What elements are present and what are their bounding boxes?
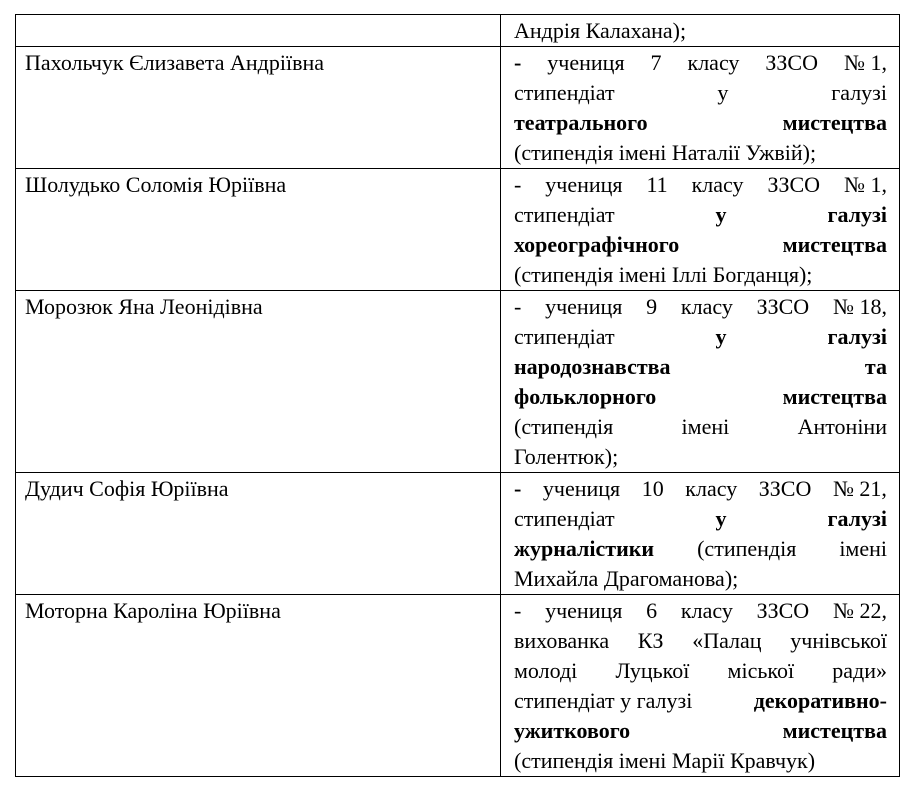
- description-line: [514, 504, 887, 534]
- bold-text-segment: галузі: [827, 506, 887, 531]
- text-segment: № 1,: [844, 172, 887, 197]
- text-segment: 9: [646, 294, 658, 319]
- description-line: [514, 230, 887, 260]
- text-segment: учениця: [545, 172, 623, 197]
- text-segment: стипендіат: [514, 202, 615, 227]
- bold-text-segment: мистецтва: [782, 232, 887, 257]
- text-segment: учениця: [542, 476, 621, 501]
- bold-text-segment: мистецтва: [782, 384, 887, 409]
- text-segment: класу: [691, 172, 744, 197]
- text-segment: ЗЗСО: [756, 598, 810, 623]
- description-line: [514, 200, 887, 230]
- text-segment: класу: [680, 598, 733, 623]
- text-segment: (стипендія: [697, 536, 797, 561]
- text-segment: (стипендія імені Наталії Ужвій);: [514, 140, 817, 165]
- description-line: [514, 656, 887, 686]
- bold-text-segment: народознавства: [514, 354, 671, 379]
- table-row: [16, 291, 900, 473]
- bold-text-segment: -: [514, 476, 522, 501]
- scholarship-description-cell: [501, 47, 900, 169]
- table-row: [16, 47, 900, 169]
- text-segment: (стипендія імені Іллі Богданця);: [514, 262, 813, 287]
- text-segment: № 22,: [832, 598, 887, 623]
- description-line: [514, 564, 887, 594]
- description-line: [514, 138, 887, 168]
- text-segment: Луцької: [615, 658, 690, 683]
- text-segment: 11: [646, 172, 668, 197]
- text-segment: класу: [687, 50, 740, 75]
- bold-text-segment: театрального: [514, 110, 648, 135]
- student-name-cell: Моторна Кароліна Юріївна: [16, 595, 501, 777]
- description-line: [514, 596, 887, 626]
- description-line: [514, 16, 887, 46]
- text-segment: учнівської: [790, 628, 887, 653]
- description-line: [514, 292, 887, 322]
- text-segment: (стипендія імені Марії Кравчук): [514, 748, 816, 773]
- student-name-cell: Пахольчук Єлизавета Андріївна: [16, 47, 501, 169]
- text-segment: ЗЗСО: [767, 172, 821, 197]
- text-segment: класу: [685, 476, 738, 501]
- text-segment: імені: [839, 536, 887, 561]
- bold-text-segment: мистецтва: [782, 718, 887, 743]
- bold-text-segment: мистецтва: [782, 110, 887, 135]
- bold-text-segment: у: [715, 506, 727, 531]
- text-segment: стипендіат у галузі: [514, 688, 693, 713]
- description-line: [514, 746, 887, 776]
- description-line: [514, 442, 887, 472]
- description-line: [514, 474, 887, 504]
- description-line: [514, 170, 887, 200]
- student-name-cell: Шолудько Соломія Юріївна: [16, 169, 501, 291]
- text-segment: ЗЗСО: [756, 294, 810, 319]
- text-segment: ЗЗСО: [765, 50, 818, 75]
- text-segment: класу: [680, 294, 733, 319]
- bold-text-segment: ужиткового: [514, 718, 631, 743]
- text-segment: 10: [641, 476, 664, 501]
- text-segment: № 18,: [832, 294, 887, 319]
- scholarship-description-cell: [501, 15, 900, 47]
- description-line: [514, 322, 887, 352]
- text-segment: учениця: [545, 598, 623, 623]
- bold-text-segment: журналістики: [514, 536, 655, 561]
- description-line: [514, 412, 887, 442]
- bold-text-segment: галузі: [827, 202, 887, 227]
- text-segment: учениця: [547, 50, 625, 75]
- description-line: [514, 716, 887, 746]
- text-segment: «Палац: [692, 628, 762, 653]
- scholarship-table: [15, 14, 900, 777]
- student-name-cell: Дудич Софія Юріївна: [16, 473, 501, 595]
- text-segment: -: [514, 598, 522, 623]
- text-segment: міської: [727, 658, 795, 683]
- text-segment: (стипендія: [514, 414, 614, 439]
- student-name-cell: Морозюк Яна Леонідівна: [16, 291, 501, 473]
- table-body: [16, 15, 900, 777]
- bold-text-segment: фольклорного: [514, 384, 657, 409]
- table-row: [16, 473, 900, 595]
- scholarship-description-cell: [501, 169, 900, 291]
- description-line: [514, 48, 887, 78]
- bold-text-segment: та: [864, 354, 887, 379]
- text-segment: Антоніни: [797, 414, 887, 439]
- text-segment: КЗ: [637, 628, 664, 653]
- table-row: [16, 15, 900, 47]
- description-line: [514, 108, 887, 138]
- text-segment: галузі: [831, 80, 887, 105]
- bold-text-segment: -: [514, 50, 522, 75]
- scholarship-description-cell: [501, 473, 900, 595]
- text-segment: ЗЗСО: [758, 476, 812, 501]
- table-row: [16, 595, 900, 777]
- text-segment: у: [717, 80, 729, 105]
- text-segment: Михайла Драгоманова);: [514, 566, 739, 591]
- text-segment: Андрія Калахана);: [514, 18, 687, 43]
- text-segment: № 1,: [843, 50, 887, 75]
- description-line: [514, 626, 887, 656]
- scholarship-description-cell: [501, 595, 900, 777]
- description-line: [514, 382, 887, 412]
- description-line: [514, 534, 887, 564]
- text-segment: 7: [650, 50, 662, 75]
- text-segment: -: [514, 172, 522, 197]
- description-line: [514, 78, 887, 108]
- bold-text-segment: декоративно-: [753, 688, 887, 713]
- text-segment: стипендіат: [514, 324, 615, 349]
- bold-text-segment: у: [715, 202, 727, 227]
- text-segment: -: [514, 294, 522, 319]
- text-segment: вихованка: [514, 628, 610, 653]
- text-segment: стипендіат: [514, 506, 615, 531]
- text-segment: № 21,: [832, 476, 887, 501]
- description-line: [514, 260, 887, 290]
- text-segment: ради»: [832, 658, 887, 683]
- description-line: [514, 352, 887, 382]
- bold-text-segment: галузі: [827, 324, 887, 349]
- text-segment: Голентюк);: [514, 444, 619, 469]
- description-line: [514, 686, 887, 716]
- scholarship-description-cell: [501, 291, 900, 473]
- text-segment: молоді: [514, 658, 578, 683]
- bold-text-segment: хореографічного: [514, 232, 680, 257]
- bold-text-segment: у: [715, 324, 727, 349]
- text-segment: імені: [681, 414, 730, 439]
- text-segment: стипендіат: [514, 80, 615, 105]
- text-segment: 6: [646, 598, 658, 623]
- student-name-cell: [16, 15, 501, 47]
- text-segment: учениця: [545, 294, 623, 319]
- table-row: [16, 169, 900, 291]
